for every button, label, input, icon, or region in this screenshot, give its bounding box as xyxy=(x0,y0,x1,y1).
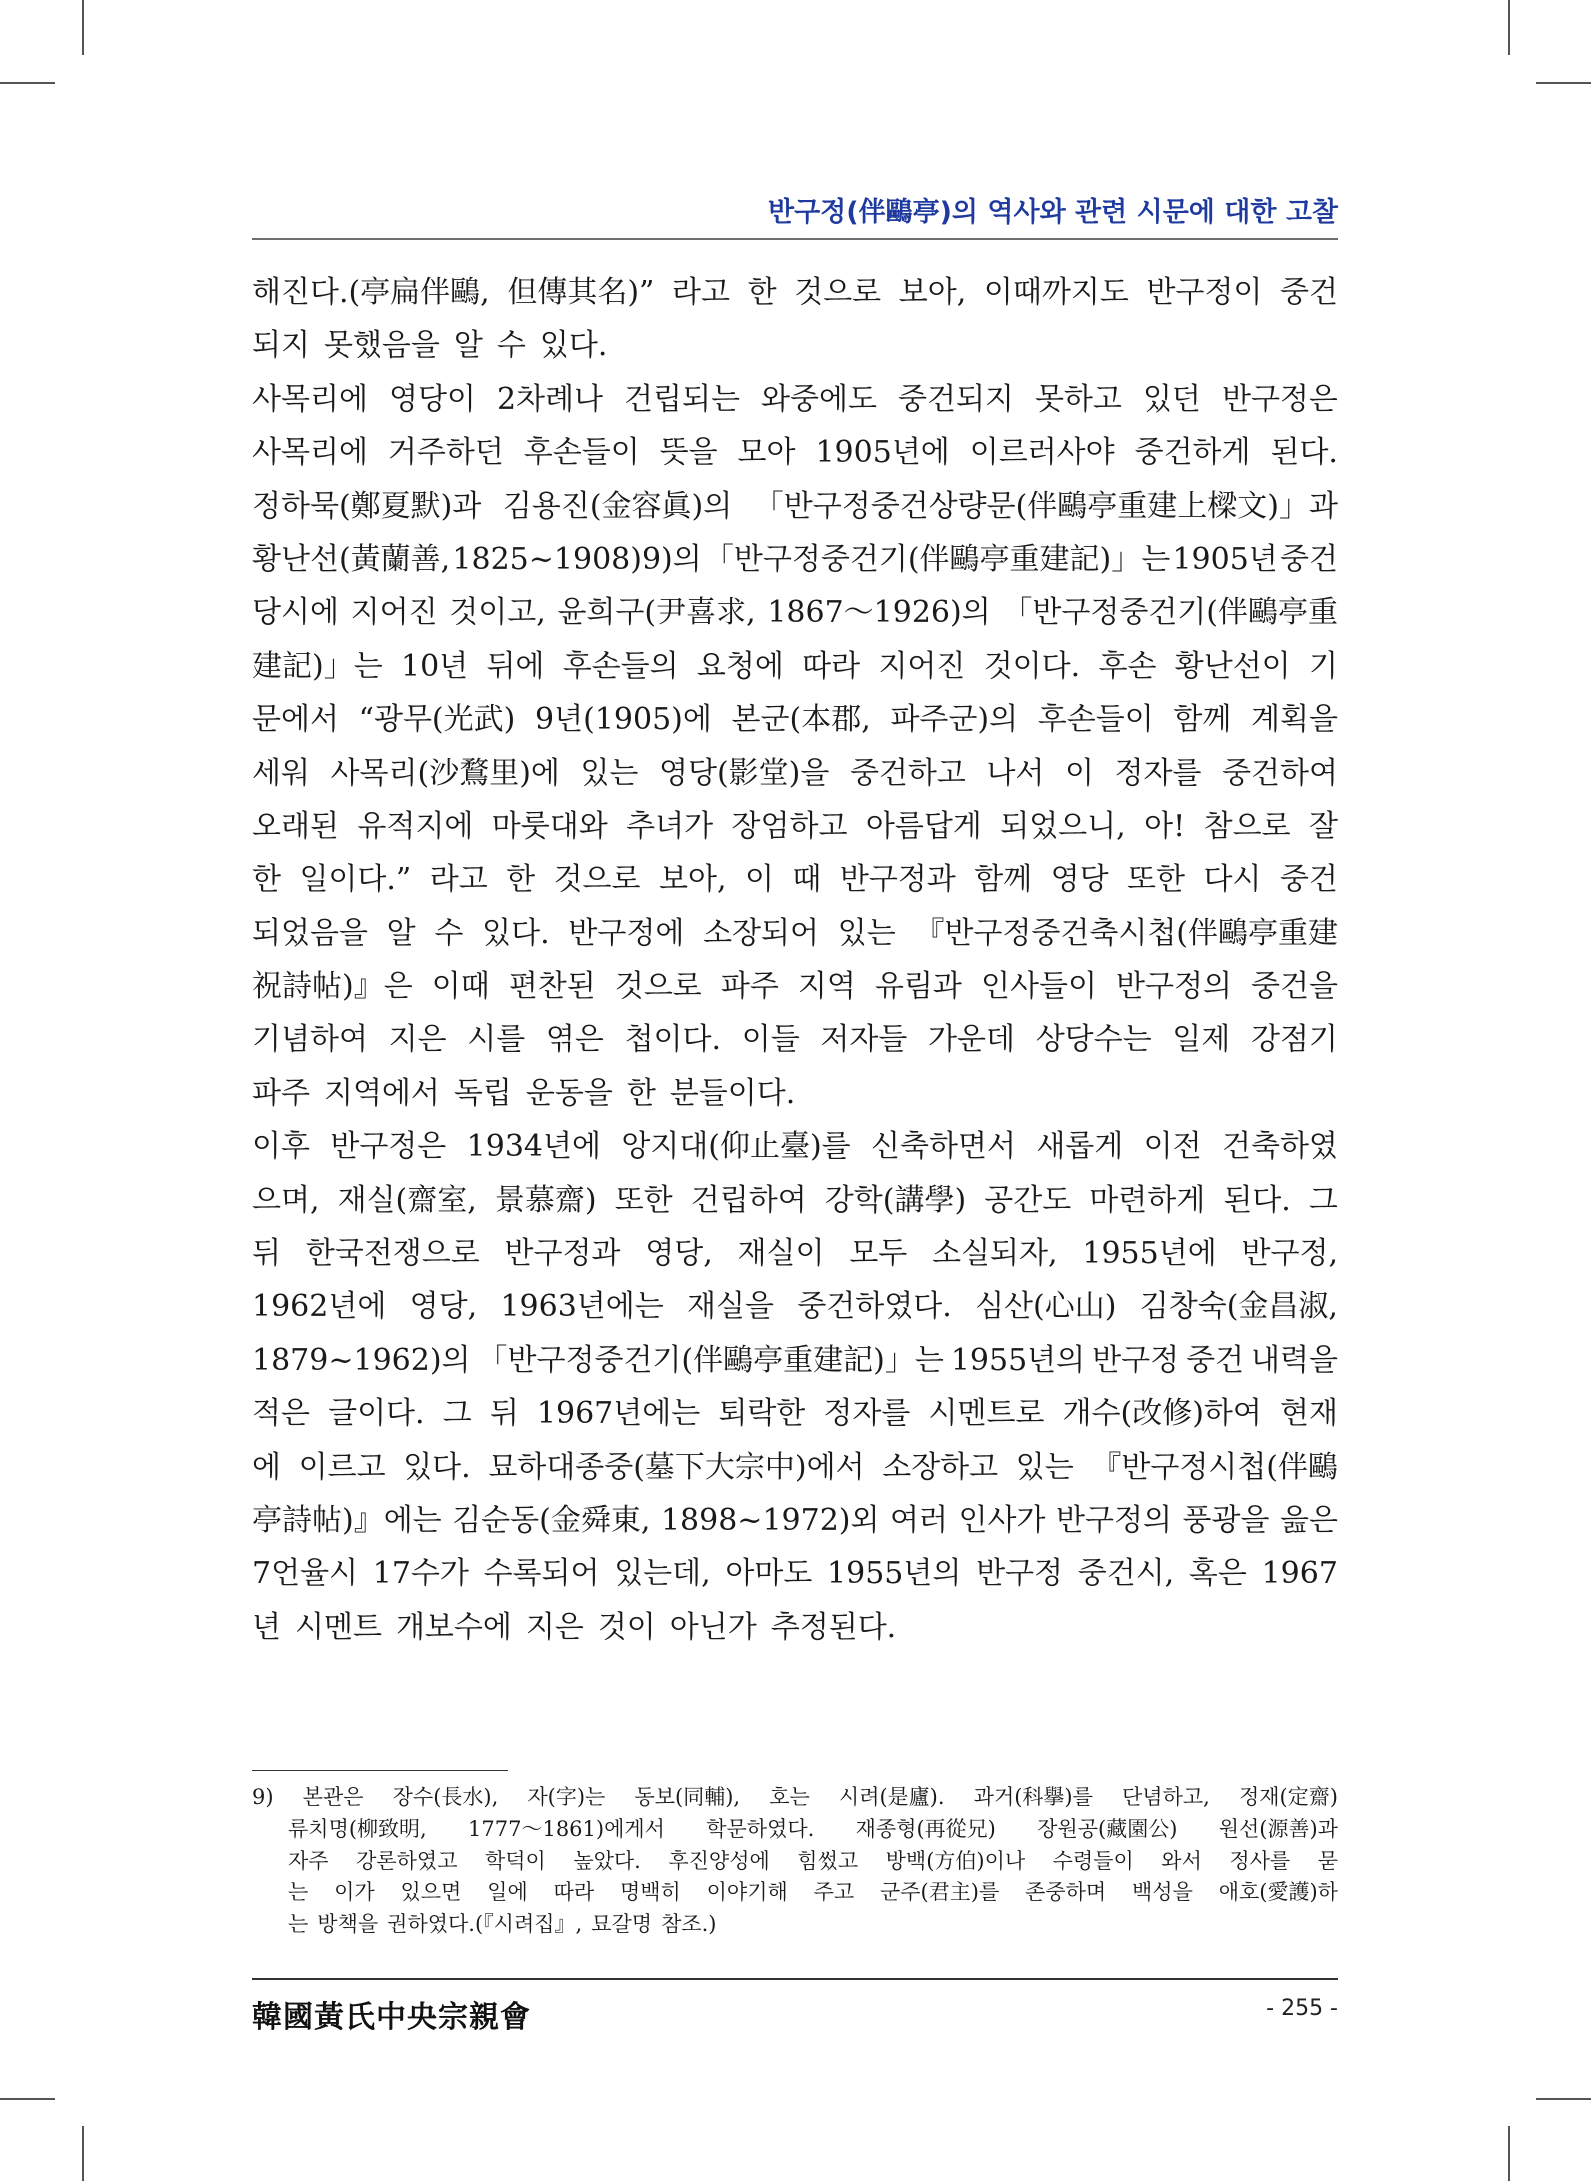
body-line: 사목리에 거주하던 후손들이 뜻을 모아 1905년에 이르러사야 중건하게 된다. xyxy=(252,435,1338,471)
body-line: 파주 지역에서 독립 운동을 한 분들이다. xyxy=(252,1075,796,1111)
crop-mark xyxy=(1536,2098,1591,2100)
crop-mark xyxy=(1508,2126,1510,2181)
body-line: 정하묵(鄭夏默)과 김용진(金容眞)의 「반구정중건상량문(伴鷗亭重建上樑文)」과 xyxy=(252,488,1338,524)
body-line: 당시에 지어진 것이고, 윤희구(尹喜求, 1867～1926)의 「반구정중건기(伴鷗亭重 xyxy=(252,595,1338,631)
body-line: 1962년에 영당, 1963년에는 재실을 중건하였다. 심산(心山) 김창숙(金昌淑, xyxy=(252,1289,1338,1325)
body-line: 황난선(黃蘭善, 1825~1908)9)의 「반구정중건기(伴鷗亭重建記)」는 1905년 중건 xyxy=(252,541,1338,577)
crop-mark xyxy=(1536,82,1591,84)
body-line: 뒤 한국전쟁으로 반구정과 영당, 재실이 모두 소실되자, 1955년에 반구정, xyxy=(252,1236,1338,1272)
crop-mark xyxy=(82,2126,84,2181)
footnote-line: 자주 강론하였고 학덕이 높았다. 후진양성에 힘썼고 방백(方伯)이나 수령들이 와서 정사를 묻 xyxy=(288,1848,1338,1873)
body-line: 되지 못했음을 알 수 있다. xyxy=(252,328,608,364)
body-line: 에 이르고 있다. 묘하대종중(墓下大宗中)에서 소장하고 있는 『반구정시첩(伴鷗 xyxy=(252,1449,1338,1485)
body-line: 이후 반구정은 1934년에 앙지대(仰止臺)를 신축하면서 새롭게 이전 건축하였 xyxy=(252,1129,1338,1165)
footer-rule xyxy=(252,1978,1338,1980)
crop-mark xyxy=(0,2098,55,2100)
body-line: 建記)」는 10년 뒤에 후손들의 요청에 따라 지어진 것이다. 후손 황난선이 기 xyxy=(252,648,1338,684)
body-line: 祝詩帖)』은 이때 편찬된 것으로 파주 지역 유림과 인사들이 반구정의 중건을 xyxy=(252,969,1338,1005)
crop-mark xyxy=(0,82,55,84)
footnote-separator xyxy=(252,1770,508,1771)
footnote-line: 는 이가 있으면 일에 따라 명백히 이야기해 주고 군주(君主)를 존중하며 백성을 애호(愛護)하 xyxy=(288,1880,1338,1905)
footnote-line: 류치명(柳致明, 1777～1861)에게서 학문하였다. 재종형(再從兄) 장원공(藏園公) 원선(源善)과 xyxy=(288,1816,1338,1841)
body-line: 년 시멘트 개보수에 지은 것이 아닌가 추정된다. xyxy=(252,1609,897,1645)
footer-organization: 韓國黃氏中央宗親會 xyxy=(252,2000,531,2035)
body-line: 한 일이다.” 라고 한 것으로 보아, 이 때 반구정과 함께 영당 또한 다시 중건 xyxy=(252,862,1338,898)
running-title: 반구정(伴鷗亭)의 역사와 관련 시문에 대한 고찰 xyxy=(768,197,1338,228)
body-line: 사목리에 영당이 2차례나 건립되는 와중에도 중건되지 못하고 있던 반구정은 xyxy=(252,381,1338,417)
footnote-line: 는 방책을 권하였다.(『시려집』, 묘갈명 참조.) xyxy=(288,1912,717,1937)
body-line: 세워 사목리(沙鶩里)에 있는 영당(影堂)을 중건하고 나서 이 정자를 중건하여 xyxy=(252,755,1338,791)
body-line: 亭詩帖)』에는 김순동(金舜東, 1898~1972)외 여러 인사가 반구정의 풍광을 읊은 xyxy=(252,1502,1338,1538)
body-line: 7언율시 17수가 수록되어 있는데, 아마도 1955년의 반구정 중건시, 혹은 1967 xyxy=(252,1556,1338,1592)
crop-mark xyxy=(82,0,84,55)
body-line: 적은 글이다. 그 뒤 1967년에는 퇴락한 정자를 시멘트로 개수(改修)하여 현재 xyxy=(252,1396,1338,1432)
footnote xyxy=(252,1782,1338,1941)
header-rule xyxy=(252,238,1338,240)
page-number: - 255 - xyxy=(1266,1996,1338,2021)
body-line: 해진다.(亭扁伴鷗, 但傳其名)” 라고 한 것으로 보아, 이때까지도 반구정이 중건 xyxy=(252,275,1338,310)
footnote-line: 9) 본관은 장수(長水), 자(字)는 동보(同輔), 호는 시려(是廬). 과거(科擧)를 단념하고, 정재(定齋) xyxy=(252,1785,1338,1809)
body-line: 으며, 재실(齋室, 景慕齋) 또한 건립하여 강학(講學) 공간도 마련하게 된다. 그 xyxy=(252,1182,1338,1218)
body-line: 1879~1962)의 「반구정중건기(伴鷗亭重建記)」는 1955년의 반구정 중건 내력을 xyxy=(252,1342,1338,1378)
body-text xyxy=(252,266,1338,1654)
body-line: 기념하여 지은 시를 엮은 첩이다. 이들 저자들 가운데 상당수는 일제 강점기 xyxy=(252,1022,1338,1058)
body-line: 오래된 유적지에 마룻대와 추녀가 장엄하고 아름답게 되었으니, 아! 참으로 잘 xyxy=(252,808,1338,844)
body-line: 되었음을 알 수 있다. 반구정에 소장되어 있는 『반구정중건축시첩(伴鷗亭重建 xyxy=(252,915,1338,951)
crop-mark xyxy=(1508,0,1510,55)
body-line: 문에서 “광무(光武) 9년(1905)에 본군(本郡, 파주군)의 후손들이 함께 계획을 xyxy=(252,702,1338,738)
